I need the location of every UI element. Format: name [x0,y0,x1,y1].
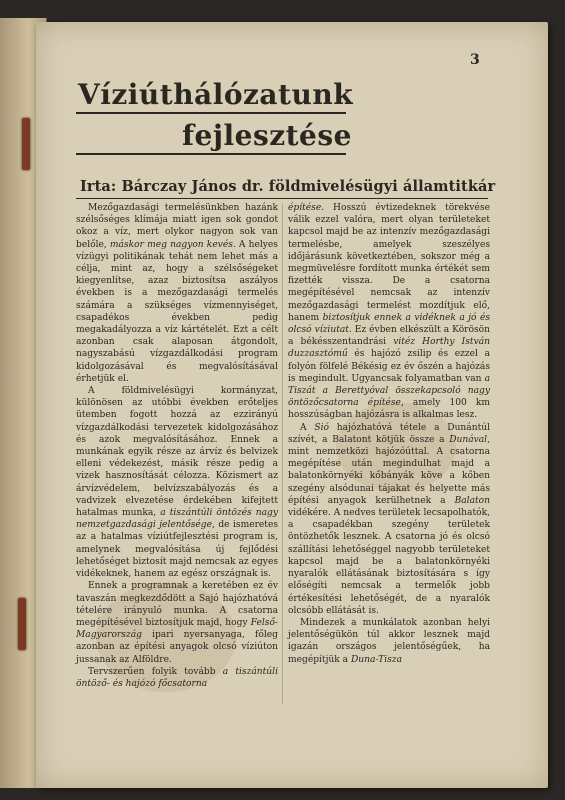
article-title-line-1: Víziúthálózatunk [78,78,354,111]
article-paragraph [76,202,278,385]
article-paragraph [76,580,278,665]
paragraph-text: vidékére. A nedves területek lecsapolhatók, a csapadékban szegény területek öntözhetők lesznek. A csatorna jó és olcsó szállítási lehetőséggel nagyobb területeket kapcsol majd be a balatonkörnyéki nyaralók ellátásának biztosítására s így előségíti nemcsak a termelők jobb értékesítési lehetőségét, de a nyaralók olcsóbb ellátását is. [288,508,490,616]
author-byline: Irta: Bárczay János dr. földmivelésügyi államtitkár [80,178,496,195]
paragraph-text: , mint nemzetközi hajózóúttal. A csatorna megépítése után megindulhat majd a balatonkörnyéki kőbányák köve a kőben szegény alsódunai tájakat és helyette más építési anyagok kerülhetnek a [288,434,490,506]
article-title-line-2: fejlesztése [182,119,352,152]
document-page [36,22,548,788]
emphasized-text: a tiszántúli öntözés nagy nemzetgazdasági jelentősége [76,508,278,531]
article-paragraph [288,422,490,617]
emphasized-text: máskor meg nagyon kevés. [109,239,236,250]
byline-rule [76,198,488,199]
emphasized-text: Duna-Tisza [350,654,403,665]
article-paragraph [76,385,278,580]
article-paragraph [76,666,278,690]
page-number: 3 [470,52,480,68]
emphasized-text: Dunával [449,434,488,445]
paragraph-text: Hosszú évtizedeknek törekvése válik ezzel valóra, mert olyan területeket kapcsol majd be az intenzív mezőgazdasági termelésbe, amelyek szeszélyes időjárásunk következtében, sokszor még a megmüvelésre fordított munka értékét sem fizették vissza. De a csatorna megépítésével nemcsak az intenzív mezőgazdasági termelést mozdítjuk elő, hanem [288,203,490,323]
paragraph-text: Mindezek a munkálatok azonban helyi jelentőségükön túl akkor lesznek majd igazán országos jelentőségűek, ha megépítjük a [288,617,490,665]
article-paragraph [288,202,490,422]
article-paragraph [288,617,490,666]
paragraph-text: A földmivelésügyi kormányzat, különösen az utóbbi években erőteljes ütemben fogott hozzá az ezzirányú vízgazdálkodási tervezetek kidolgozásához és azok megvalósításához. Ennek a munkának egyik része az árvíz és belvizek elleni védekezést, másik része pedig a vizek hasznosítását célozza. Közismert az árvízvédelem, belvízszabályozás és a vadvizek elvezetése érdekében kifejtett hatalmas munka, [76,386,278,519]
emphasized-text: biztosítjuk ennek a vidéknek a jó és olcsó víziutat. [288,312,491,336]
emphasized-text: Sió [314,422,329,433]
emphasized-text: vitéz Horthy István duzzasztómű [288,337,490,360]
paragraph-text: Ez évben elkészült a Körösön a békésszentandrási [288,325,490,348]
emphasized-text: Balaton [454,495,490,506]
paragraph-text: Ennek a programnak a keretében ez év tavaszán megkezdődött a Sajó hajózhatóvá tételére irányuló munka. A csatorna megépítésével biztosítjuk majd, hogy [76,581,278,628]
paragraph-text: ipari nyersanyaga, főleg azonban az építési anyagok olcsó víziúton jussanak az Alföldre. [76,630,278,665]
paragraph-text: , de ismeretes az a hatalmas víziútfejlesztési program is, amelynek megvalósítása új fejlődési lehetőséget biztosít majd nemcsak az egyes vidékeknek, hanem az egész országnak is. [76,520,279,580]
emphasized-text: a Tiszát a Berettyóval összekapcsoló nagy öntözőcsatorna építése [288,373,490,409]
article-right-column [288,202,490,666]
paragraph-text: Mezőgazdasági termelésünkben hazánk szélsőséges klímája miatt igen sok gondot okoz a víz, mert olykor nagyon sok van belőle, [76,203,278,250]
paragraph-text: és hajózó zsilip és ezzel a folyón fölfelé Békésig ez év őszén a hajózás is megindult. Ugyancsak folyamatban van [288,349,490,384]
staple-top [22,118,30,170]
column-divider [282,204,283,704]
paragraph-text: A [300,422,315,433]
title-rule [76,112,346,114]
paragraph-text: , amely 100 km hosszúságban hajózásra is alkalmas lesz. [288,398,491,421]
emphasized-text: Felső-Magyarország [76,617,278,641]
article-left-column [76,202,278,690]
paragraph-text: Tervszerűen folyik tovább [88,666,223,677]
paragraph-text: hajózhatóvá tétele a Dunántúl szívét, a Balatont kötjük össze a [288,422,490,445]
emphasized-text: a tiszántúli öntöző- és hajózó főcsatorna [76,666,278,689]
staple-bottom [18,598,26,650]
title-rule [76,153,346,155]
emphasized-text: építése. [288,203,325,213]
paragraph-text: A helyes vízügyi politikának tehát nem lehet más a célja, mint az, hogy a szélsőségeket kiegyenlítse, azaz biztosítsa aszályos években is a mezőgazdasági termelés számára a szükséges vízmennyiséget, csapadékos években pedig megakadályozza a víz kártételét. Ezt a célt azonban csak alaposan átgondolt, nagyszabású vízgazdálkodási program kidolgozásával és megvalósításával érhetjük el. [76,239,278,384]
